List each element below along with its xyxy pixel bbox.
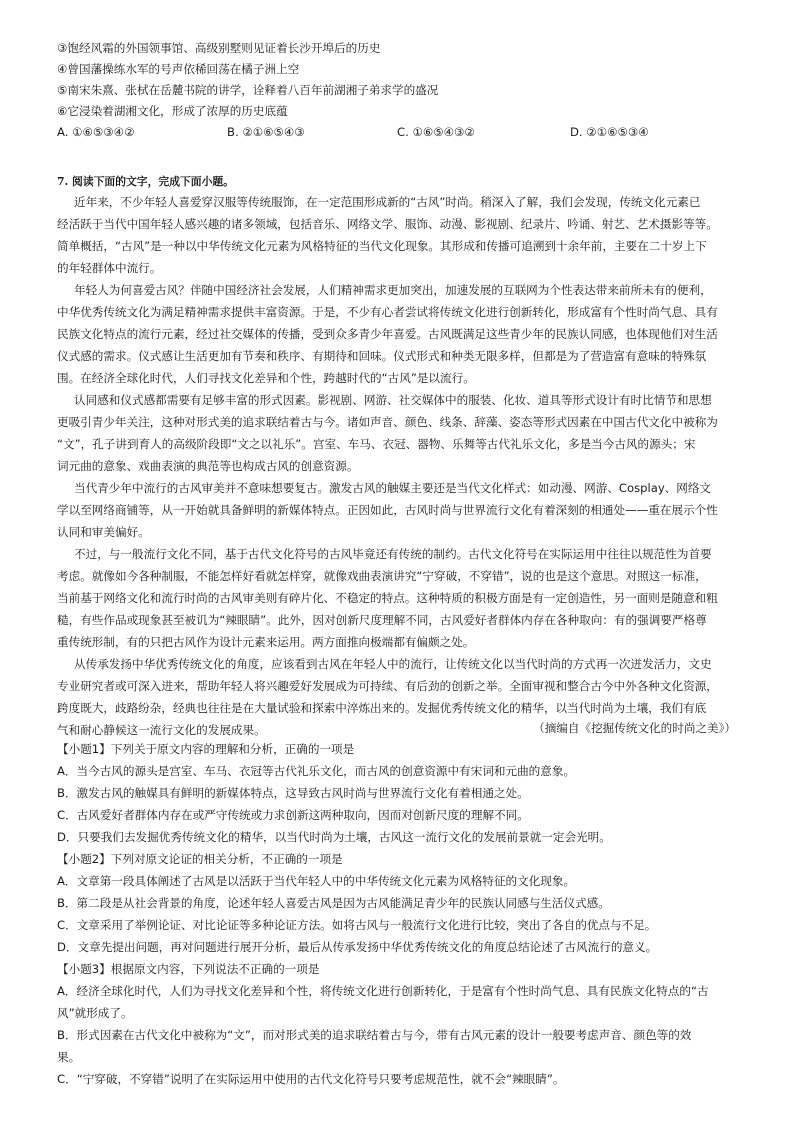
subquestion-1-option-b: B．激发古风的触媒具有鲜明的新媒体特点，这导致古风时尚与世界流行文化有着相通之处。: [57, 786, 529, 800]
passage-line: 考虑。就像如今各种制服，不能怎样好看就怎样穿，就像戏曲表演讲究“宁穿破，不穿错”，说的也是这个意思。对照这一标准，: [57, 569, 707, 583]
top-item: ③饱经风霜的外国领事馆、高级别墅则见证着长沙开埠后的历史: [57, 41, 381, 55]
subquestion-1-option-d: D．只要我们去发掘优秀传统文化的精华，以当代时尚为土壤，古风这一流行文化的发展前景就一定会光明。: [57, 830, 611, 844]
subquestion-3-option-c: C．“宁穿破，不穿错”说明了在实际运用中使用的古代文化符号只要考虑规范性，就不会“辣眼睛”。: [57, 1072, 565, 1086]
passage-line: 围。在经济全球化时代，人们寻找文化差异和个性，跨越时代的“古风”是以流行。: [57, 371, 475, 385]
option-d: D. ②①⑥⑤③④: [570, 125, 649, 139]
passage-line: 当代青少年中流行的古风审美并不意味想要复古。激发古风的触媒主要还是当代文化样式：如动漫、网游、Cosplay、网络文: [74, 481, 712, 495]
subquestion-2-option-d: D．文章先提出问题，再对问题进行展开分析，最后从传承发扬中华优秀传统文化的角度总结论述了古风流行的意义。: [57, 940, 658, 954]
subquestion-1-title: 【小题1】下列关于原文内容的理解和分析，正确的一项是: [57, 742, 355, 756]
passage-line: 认同和审美偏好。: [57, 525, 150, 539]
top-options: [57, 125, 757, 141]
source-citation: （摘编自《挖掘传统文化的时尚之美》）: [533, 721, 736, 735]
subquestion-3-option-b-cont: 果。: [57, 1050, 81, 1064]
option-b: B. ②①⑥⑤④③: [227, 125, 305, 139]
passage-line: 经活跃于当代中国年轻人感兴趣的诸多领域，包括音乐、网络文学、服饰、动漫、影视剧、纪录片、吟诵、射艺、艺术摄影等等。: [57, 217, 718, 231]
subquestion-3-option-a: A．经济全球化时代，人们为寻找文化差异和个性，将传统文化进行创新转化，于是富有个性时尚气息、具有民族文化特点的“古: [57, 984, 709, 998]
subquestion-2-option-a: A．文章第一段具体阐述了古风是以活跃于当代年轻人中的中华传统文化元素为风格特征的文化现象。: [57, 874, 576, 888]
passage-line: 跨度既大，歧路纷杂，经典也往往是在大量试验和探索中淬炼出来的。发掘优秀传统文化的精华，以当代时尚为土壤，我们有底: [57, 701, 707, 715]
passage-line: 简单概括，“古风”是一种以中华传统文化元素为风格特征的当代文化现象。其形成和传播可追溯到十余年前，主要在二十岁上下: [57, 239, 707, 253]
passage-line: 当前基于网络文化和流行时尚的古风审美则有碎片化、不稳定的特点。这种特质的积极方面是有一定创造性，另一面则是随意和粗: [57, 591, 718, 605]
passage-line: 气和耐心静候这一流行文化的发展成果。: [57, 723, 266, 737]
subquestion-2-title: 【小题2】下列对原文论证的相关分析，不正确的一项是: [57, 852, 343, 866]
passage-line: 年轻人为何喜爱古风？伴随中国经济社会发展，人们精神需求更加突出，加速发展的互联网为个性表达带来前所未有的便利，: [74, 283, 712, 297]
passage-line: 从传承发扬中华优秀传统文化的角度，应该看到古风在年轻人中的流行，让传统文化以当代时尚的方式再一次迸发活力，文史: [74, 657, 712, 671]
subquestion-3-option-a-cont: 风”就形成了。: [57, 1006, 133, 1020]
subquestion-1-option-a: A．当今古风的源头是宫室、车马、衣冠等古代礼乐文化，而古风的创意资源中有宋词和元曲的意象。: [57, 764, 576, 778]
passage-line: 中华优秀传统文化为满足精神需求提供丰富资源。于是，不少有心者尝试将传统文化进行创新转化，形成富有个性时尚气息、具有: [57, 305, 718, 319]
passage-line: 更吸引青少年关注，这种对形式美的追求联结着古与今。诸如声音、颜色、线条、辞藻、姿态等形式因素在中国古代文化中被称为: [57, 415, 718, 429]
passage-line: 重传统形制，有的只把古风作为设计元素来运用。两方面推向极端都有偏颇之处。: [57, 635, 475, 649]
subquestion-2-option-c: C．文章采用了举例论证、对比论证等多种论证方法。如将古风与一般流行文化进行比较，突出了各自的优点与不足。: [57, 918, 657, 932]
passage-line: 词元曲的意象、戏曲表演的典范等也构成古风的创意资源。: [57, 459, 359, 473]
top-item: ⑤南宋朱熹、张栻在岳麓书院的讲学，诠释着八百年前湖湘子弟求学的盛况: [57, 83, 439, 97]
subquestion-3-option-b: B．形式因素在古代文化中被称为“文”，而对形式美的追求联结着古与今，带有古风元素的设计一般要考虑声音、颜色等的效: [57, 1028, 692, 1042]
passage-line: 不过，与一般流行文化不同，基于古代文化符号的古风毕竟还有传统的制约。古代文化符号在实际运用中往往以规范性为首要: [74, 547, 712, 561]
passage-line: “文”，孔子讲到育人的高级阶段即“文之以礼乐”。宫室、车马、衣冠、器物、乐舞等古代礼乐文化，多是当今古风的源头；宋: [57, 437, 696, 451]
passage-line: 近年来，不少年轻人喜爱穿汉服等传统服饰，在一定范围形成新的“古风”时尚。稍深入了解，我们会发现，传统文化元素已: [74, 195, 701, 209]
passage-line: 认同感和仪式感都需要有足够丰富的形式因素。影视剧、网游、社交媒体中的服装、化妆、道具等形式设计有时比情节和思想: [74, 393, 712, 407]
passage-line: 糙，有些作品或现象甚至被讥为“辣眼睛”。此外，因对创新尺度理解不同，古风爱好者群体内存在各种取向：有的强调要严格尊: [57, 613, 707, 627]
subquestion-3-title: 【小题3】根据原文内容，下列说法不正确的一项是: [57, 962, 320, 976]
passage-line: 仪式感的需求。仪式感让生活更加有节奏和秩序、有期待和回味。仪式形式和种类无限多样，但都是为了营造富有意味的特殊氛: [57, 349, 707, 363]
question-title: 7. 阅读下面的文字，完成下面小题。: [57, 175, 234, 188]
passage-line: 学以至网络商铺等，从一开始就具备鲜明的新媒体特点。正因如此，古风时尚与世界流行文化有着深刻的相通处——重在展示个性: [57, 503, 718, 517]
option-a: A. ①⑥⑤③④②: [57, 125, 135, 139]
top-item: ⑥它浸染着湖湘文化，形成了浓厚的历史底蕴: [57, 104, 288, 118]
passage-line: 民族文化特点的流行元素，经过社交媒体的传播，受到众多青少年喜爱。古风既满足这些青少年的民族认同感，也体现他们对生活: [57, 327, 718, 341]
passage-line: 专业研究者或可深入进来，帮助年轻人将兴趣爱好发展成为可持续、有后劲的创新之举。全面审视和整合古今中外各种文化资源，: [57, 679, 718, 693]
option-c: C. ①⑥⑤④③②: [397, 125, 475, 139]
passage-line: 的年轻群体中流行。: [57, 261, 162, 275]
top-item: ④曾国藩操练水军的号声依稀回荡在橘子洲上空: [57, 62, 300, 76]
subquestion-2-option-b: B．第二段是从社会背景的角度，论述年轻人喜爱古风是因为古风能满足青少年的民族认同感与生活仪式感。: [57, 896, 610, 910]
subquestion-1-option-c: C．古风爱好者群体内存在或严守传统或力求创新这两种取向，因而对创新尺度的理解不同。: [57, 808, 529, 822]
